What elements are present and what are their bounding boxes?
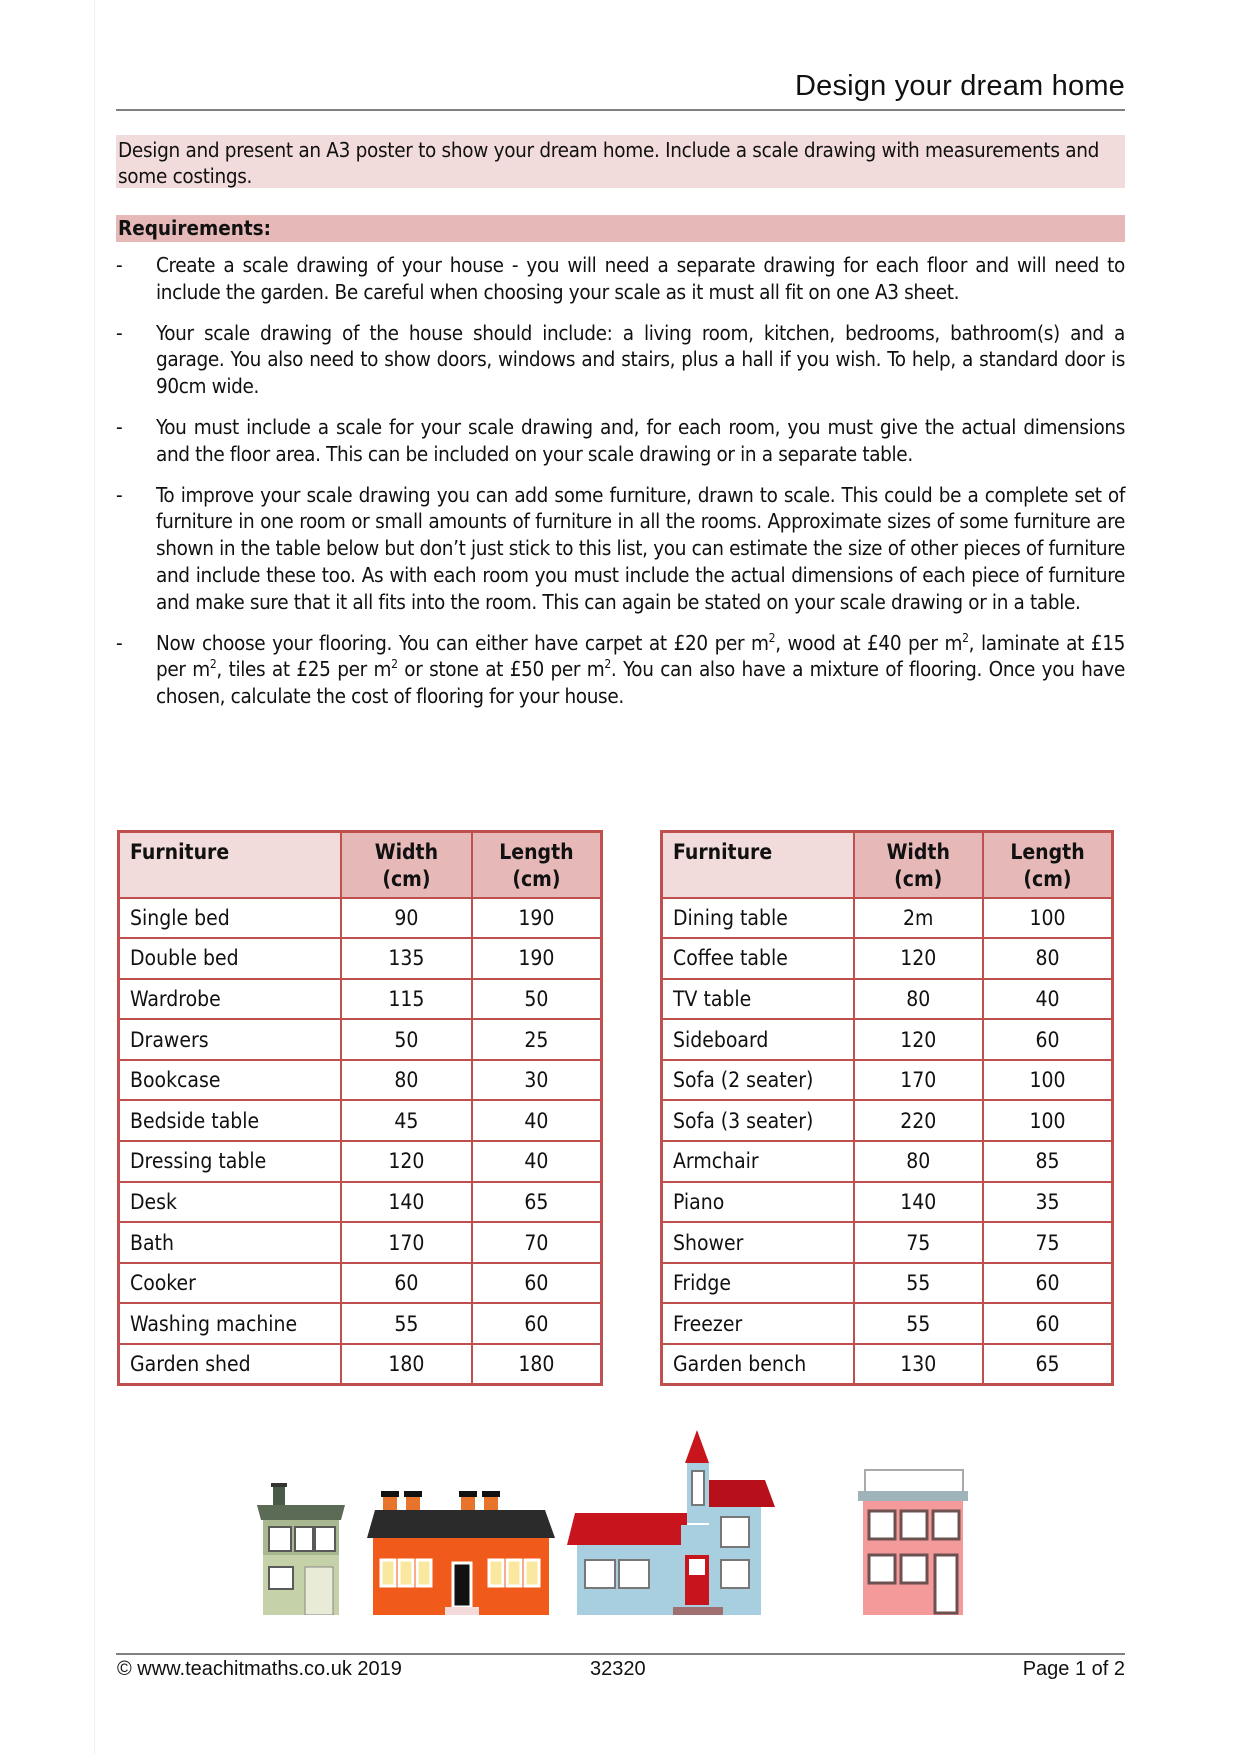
furniture-name: Dining table [662, 898, 854, 939]
header-furniture: Furniture [119, 832, 341, 898]
length-value: 25 [472, 1019, 602, 1060]
furniture-name: Fridge [662, 1263, 854, 1304]
bullet-dash: - [116, 320, 123, 345]
requirement-item [116, 320, 1125, 400]
furniture-name: Cooker [119, 1263, 341, 1304]
bullet-dash: - [116, 482, 123, 507]
furniture-name: Drawers [119, 1019, 341, 1060]
bullet-dash: - [116, 414, 123, 439]
width-value: 135 [341, 938, 472, 979]
intro-box: Design and present an A3 poster to show your dream home. Include a scale drawing with measurements and some costings. [116, 135, 1125, 188]
furniture-name: Piano [662, 1182, 854, 1223]
header-furniture: Furniture [662, 832, 854, 898]
requirements-list [116, 252, 1125, 724]
header-length: Length (cm) [472, 832, 602, 898]
furniture-name: Bedside table [119, 1100, 341, 1141]
requirement-text: Create a scale drawing of your house - you will need a separate drawing for each floor and will need to include the garden. Be careful when choosing your scale as it must all fit on one A3 sheet. [156, 253, 1125, 304]
furniture-name: Double bed [119, 938, 341, 979]
length-value: 60 [983, 1263, 1113, 1304]
width-value: 90 [341, 898, 472, 939]
furniture-name: Garden shed [119, 1344, 341, 1385]
furniture-name: Garden bench [662, 1344, 854, 1385]
table-row [119, 1263, 602, 1304]
width-value: 120 [854, 1019, 983, 1060]
pink-modern-house-icon [858, 1470, 968, 1615]
table-row [119, 1222, 602, 1263]
table-row [119, 1182, 602, 1223]
table-row [662, 979, 1113, 1020]
length-value: 50 [472, 979, 602, 1020]
furniture-name: Sideboard [662, 1019, 854, 1060]
furniture-name: Sofa (3 seater) [662, 1100, 854, 1141]
furniture-table-right [660, 830, 1114, 1386]
table-header-row [662, 832, 1113, 898]
width-value: 120 [854, 938, 983, 979]
table-row [662, 1344, 1113, 1385]
bullet-dash: - [116, 630, 123, 655]
width-value: 60 [341, 1263, 472, 1304]
furniture-name: Coffee table [662, 938, 854, 979]
page-edge [94, 0, 95, 1754]
furniture-name: Single bed [119, 898, 341, 939]
length-value: 80 [983, 938, 1113, 979]
width-value: 45 [341, 1100, 472, 1141]
furniture-table-left [117, 830, 603, 1386]
width-value: 75 [854, 1222, 983, 1263]
table-row [119, 938, 602, 979]
furniture-name: Freezer [662, 1303, 854, 1344]
furniture-name: Armchair [662, 1141, 854, 1182]
length-value: 190 [472, 938, 602, 979]
table-row [662, 1100, 1113, 1141]
table-row [662, 1222, 1113, 1263]
requirement-item [116, 252, 1125, 306]
furniture-name: TV table [662, 979, 854, 1020]
table-row [662, 1182, 1113, 1223]
length-value: 60 [983, 1303, 1113, 1344]
furniture-name: Dressing table [119, 1141, 341, 1182]
length-value: 75 [983, 1222, 1113, 1263]
length-value: 65 [983, 1344, 1113, 1385]
table-row [662, 1263, 1113, 1304]
length-value: 40 [472, 1141, 602, 1182]
orange-brick-house-icon [367, 1491, 555, 1615]
footer-page-number: Page 1 of 2 [1022, 1658, 1125, 1680]
furniture-name: Washing machine [119, 1303, 341, 1344]
width-value: 50 [341, 1019, 472, 1060]
width-value: 120 [341, 1141, 472, 1182]
width-value: 140 [854, 1182, 983, 1223]
green-townhouse-icon [257, 1483, 345, 1615]
length-value: 35 [983, 1182, 1113, 1223]
table-row [662, 1303, 1113, 1344]
blue-victorian-house-icon [567, 1430, 775, 1615]
length-value: 30 [472, 1060, 602, 1101]
furniture-name: Desk [119, 1182, 341, 1223]
table-row [119, 1060, 602, 1101]
header-width: Width (cm) [341, 832, 472, 898]
width-value: 80 [854, 979, 983, 1020]
footer-resource-code: 32320 [590, 1658, 646, 1680]
length-value: 60 [472, 1303, 602, 1344]
length-value: 180 [472, 1344, 602, 1385]
requirement-item-flooring [116, 630, 1125, 710]
length-value: 60 [983, 1019, 1113, 1060]
width-value: 55 [341, 1303, 472, 1344]
length-value: 100 [983, 1100, 1113, 1141]
table-row [662, 898, 1113, 939]
requirement-item [116, 414, 1125, 468]
length-value: 70 [472, 1222, 602, 1263]
footer-divider [116, 1653, 1125, 1655]
table-row [119, 1141, 602, 1182]
width-value: 140 [341, 1182, 472, 1223]
footer-copyright: © www.teachitmaths.co.uk 2019 [117, 1658, 402, 1680]
table-row [119, 1019, 602, 1060]
width-value: 170 [854, 1060, 983, 1101]
length-value: 40 [472, 1100, 602, 1141]
table-header-row [119, 832, 602, 898]
width-value: 55 [854, 1303, 983, 1344]
requirement-text: To improve your scale drawing you can add some furniture, drawn to scale. This could be a complete set of furniture in one room or small amounts of furniture in all the rooms. Approximate sizes of some furniture are shown in the table below but don’t just stick to this list, you can estimate the size of other pieces of furniture and include these too. As with each room you must include the actual dimensions of each piece of furniture and make sure that it all fits into the room. This can again be stated on your scale drawing or in a table. [156, 482, 1125, 614]
table-row [662, 1060, 1113, 1101]
requirement-text: You must include a scale for your scale drawing and, for each room, you must give the actual dimensions and the floor area. This can be included on your scale drawing or in a separate table. [156, 414, 1125, 466]
furniture-name: Wardrobe [119, 979, 341, 1020]
length-value: 60 [472, 1263, 602, 1304]
requirement-item [116, 482, 1125, 616]
table-row [662, 1019, 1113, 1060]
header-divider [116, 109, 1125, 111]
width-value: 2m [854, 898, 983, 939]
furniture-name: Bath [119, 1222, 341, 1263]
length-value: 85 [983, 1141, 1113, 1182]
bullet-dash: - [116, 253, 123, 277]
width-value: 80 [854, 1141, 983, 1182]
header-length: Length (cm) [983, 832, 1113, 898]
table-row [119, 979, 602, 1020]
table-row [119, 898, 602, 939]
length-value: 190 [472, 898, 602, 939]
requirements-heading: Requirements: [116, 215, 1125, 242]
table-row [119, 1100, 602, 1141]
width-value: 130 [854, 1344, 983, 1385]
furniture-name: Shower [662, 1222, 854, 1263]
width-value: 55 [854, 1263, 983, 1304]
width-value: 170 [341, 1222, 472, 1263]
width-value: 180 [341, 1344, 472, 1385]
flooring-text: Now choose your flooring. You can either have carpet at £20 per $m^2$, wood at £40 per $m^2$, laminate at £15 per $m^2$, tiles at £25 per $m^2$ or stone at £50 per $m^2$. You can also have a mixture of flooring. Once you have chosen, calculate the cost of flooring for your house. [156, 630, 1125, 709]
page-title: Design your dream home [795, 70, 1125, 102]
requirement-text: Your scale drawing of the house should include: a living room, kitchen, bedrooms, bathroom(s) and a garage. You also need to show doors, windows and stairs, plus a hall if you wish. To help, a standard door is 90cm wide. [156, 320, 1125, 399]
table-row [662, 938, 1113, 979]
furniture-name: Sofa (2 seater) [662, 1060, 854, 1101]
houses-illustration [255, 1425, 985, 1615]
length-value: 40 [983, 979, 1113, 1020]
table-row [119, 1303, 602, 1344]
width-value: 115 [341, 979, 472, 1020]
length-value: 65 [472, 1182, 602, 1223]
length-value: 100 [983, 1060, 1113, 1101]
header-width: Width (cm) [854, 832, 983, 898]
table-row [662, 1141, 1113, 1182]
table-row [119, 1344, 602, 1385]
furniture-name: Bookcase [119, 1060, 341, 1101]
width-value: 80 [341, 1060, 472, 1101]
length-value: 100 [983, 898, 1113, 939]
width-value: 220 [854, 1100, 983, 1141]
